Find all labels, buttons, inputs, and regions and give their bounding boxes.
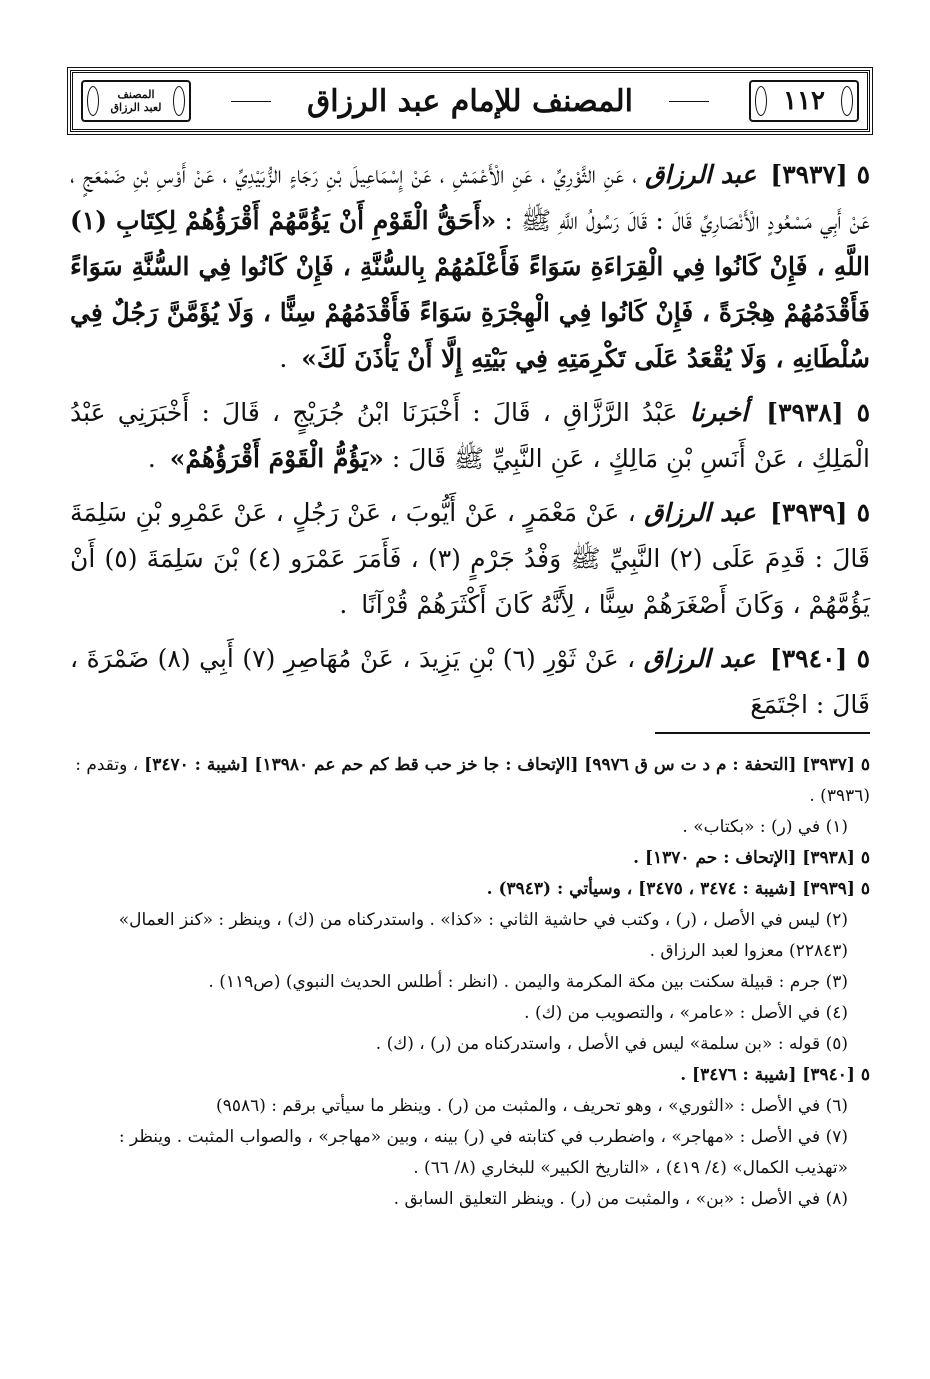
footnote: (٧) في الأصل : «مهاجر» ، واضطرب في كتابته في (ر) بينه ، وبين «مهاجر» ، والصواب المثبت . وينظر : «تهذيب الكمال» (٤/ ٤١٩) ، «التاريخ الكبير» للبخاري (٨/ ٦٦) . (118, 1127, 848, 1178)
footnote: (٨) في الأصل : «بن» ، والمثبت من (ر) . وينظر التعليق السابق . (393, 1189, 848, 1209)
seal-line-1: المصنف (117, 88, 155, 101)
page (70, 70, 870, 1340)
footnotes (70, 750, 870, 1215)
footnote: (٤) في الأصل : «عامر» ، والتصويب من (ك) . (524, 1003, 848, 1023)
main-text (70, 152, 870, 736)
hadith-entry (70, 390, 870, 482)
entry-end: . (339, 590, 348, 619)
entry-chain: عَبْدُ الرَّزَّاقِ ، قَالَ : أَخْبَرَنَا ابْنُ جُرَيْجٍ ، قَالَ : أَخْبَرَنِي عَبْدُ الْمَلِكِ ، عَنْ أَنَسِ بْنِ مَالِكٍ ، عَنِ النَّبِيِّ ﷺ قَالَ : (70, 398, 870, 473)
entry-author: عبد الرزاق (643, 644, 756, 673)
seal-line-2: لعبد الرزاق (110, 101, 162, 114)
entry-number: ٥ [٣٩٣٩] (770, 498, 871, 527)
footnote-source: ٥ [٣٩٣٨] [الإتحاف : حم ١٣٧٠] . (633, 848, 870, 868)
footnote-source: ٥ [٣٩٣٧] [التحفة : م د ت س ق ٩٩٧٦] [الإتحاف : جا خز حب قط كم حم عم ١٣٩٨٠] [شيبة : ٣٤٧٠] ، وتقدم : (٣٩٣٦) . (75, 755, 870, 806)
entry-end: . (279, 344, 288, 373)
footnote: (٥) قوله : «بن سلمة» ليس في الأصل ، واستدركناه من (ر) ، (ك) . (375, 1034, 848, 1054)
hadith-entry (70, 152, 870, 382)
hadith-entry (70, 636, 870, 728)
entry-author: عبد الرزاق (645, 160, 757, 189)
footnote: (٦) في الأصل : «الثوري» ، وهو تحريف ، والمثبت من (ر) . وينظر ما سيأتي برقم : (٩٥٨٦) (216, 1096, 848, 1116)
entry-chain: ، عَنْ ثَوْرِ (٦) بْنِ يَزِيدَ ، عَنْ مُهَاصِرِ (٧) أَبِي (٨) ضَمْرَةَ ، قَالَ : اجْتَمَعَ (70, 644, 870, 719)
entry-chain: ، عَنْ مَعْمَرٍ ، عَنْ أَيُّوبَ ، عَنْ رَجُلٍ ، عَنْ عَمْرِو بْنِ سَلِمَةَ قَالَ : قَدِمَ عَلَى (٢) النَّبِيِّ ﷺ وَفْدُ جَرْمٍ (٣) ، فَأَمَرَ عَمْرَو (٤) بْنَ سَلِمَةَ (٥) أَنْ يَؤُمَّهُمْ ، وَكَانَ أَصْغَرَهُمْ سِنًّا ، لِأَنَّهُ كَانَ أَكْثَرَهُمْ قُرْآنًا (70, 498, 870, 619)
running-title: المصنف للإمام عبد الرزاق (191, 84, 749, 119)
hadith-entry (70, 490, 870, 628)
entry-number: ٥ [٣٩٣٧] (770, 160, 870, 189)
entry-chain: ، عَنِ الثَّوْرِيِّ ، عَنِ الْأَعْمَشِ ، عَنْ إِسْمَاعِيلَ بْنِ رَجَاءٍ الزُّبَيْدِيِّ ، عَنْ أَوْسِ بْنِ ضَمْعَجٍ ، عَنْ أَبِي مَسْعُودٍ الْأَنْصَارِيِّ قَالَ : قَالَ رَسُولُ اللَّهِ ﷺ : (70, 160, 870, 235)
entry-author: عبد الرزاق (644, 498, 756, 527)
entry-number: ٥ [٣٩٣٨] (766, 398, 870, 427)
entry-end: . (147, 444, 156, 473)
footnote: (٢) ليس في الأصل ، (ر) ، وكتب في حاشية الثاني : «كذا» . واستدركناه من (ك) ، وينظر : «كنز العمال» (٢٢٨٤٣) معزوا لعبد الرزاق . (118, 910, 848, 961)
page-number-box (749, 80, 859, 122)
entry-hadith: «أَحَقُّ الْقَوْمِ أَنْ يَؤُمَّهُمْ أَقْرَؤُهُمْ لِكِتَابِ (١) اللَّهِ ، فَإِنْ كَانُوا فِي الْقِرَاءَةِ سَوَاءً فَأَعْلَمُهُمْ بِالسُّنَّةِ ، فَإِنْ كَانُوا فِي السُّنَّةِ سَوَاءً فَأَقْدَمُهُمْ هِجْرَةً ، فَإِنْ كَانُوا فِي الْهِجْرَةِ سَوَاءً فَأَقْدَمُهُمْ سِنًّا ، وَلَا يُؤَمَّنَّ رَجُلٌ فِي سُلْطَانِهِ ، وَلَا يُقْعَدُ عَلَى تَكْرِمَتِهِ فِي بَيْتِهِ إِلَّا أَنْ يَأْذَنَ لَكَ» (70, 206, 870, 373)
page-number: ١١٢ (783, 86, 825, 116)
book-seal (81, 80, 191, 122)
page-header (70, 70, 870, 132)
footnote: (٣) جرم : قبيلة سكنت بين مكة المكرمة واليمن . (انظر : أطلس الحديث النبوي) (ص١١٩) . (208, 972, 848, 992)
footnote-separator (655, 732, 870, 734)
footnote-source: ٥ [٣٩٤٠] [شيبة : ٣٤٧٦] . (680, 1065, 870, 1085)
entry-number: ٥ [٣٩٤٠] (769, 644, 870, 673)
entry-author: أخبرنا (689, 398, 749, 427)
entry-hadith: «يَؤُمُّ الْقَوْمَ أَقْرَؤُهُمْ» (169, 444, 384, 473)
footnote-source: ٥ [٣٩٣٩] [شيبة : ٣٤٧٤ ، ٣٤٧٥] ، وسيأتي : (٣٩٤٣) . (486, 879, 870, 899)
footnote: (١) في (ر) : «بكتاب» . (682, 817, 848, 837)
